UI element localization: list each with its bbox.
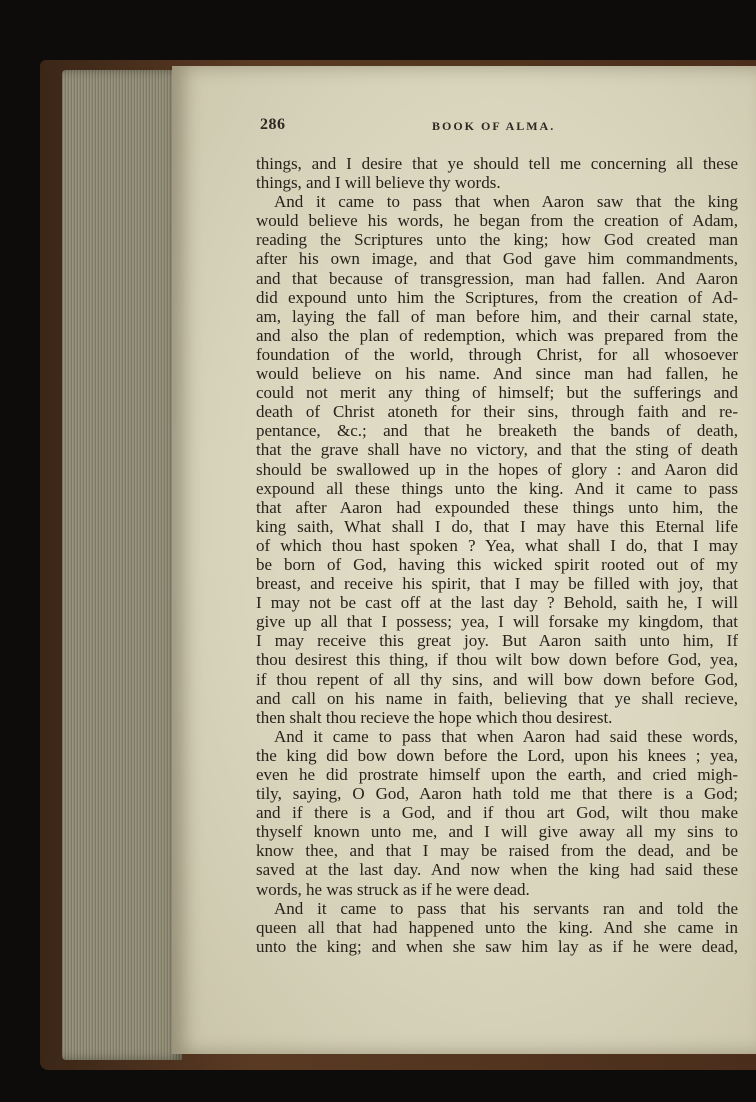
text-line: I may receive this great joy. But Aaron saith unto him, If [256,631,738,651]
text-line: that the grave shall have no victory, and that the sting of death [256,440,738,460]
text-line: things, and I will believe thy words. [256,173,501,193]
text-line: pentance, &c.; and that he breaketh the bands of death, [256,421,738,441]
text-line: breast, and receive his spirit, that I may be filled with joy, that [256,574,738,594]
text-line: things, and I desire that ye should tell me concerning all these [256,154,738,173]
text-line: expound all these things unto the king. And it came to pass [256,478,738,498]
text-line: I may not be cast off at the last day ? Behold, saith he, I will [256,593,738,613]
text-line: could not merit any thing of himself; but the sufferings and [256,383,738,403]
text-line: know thee, and that I may be raised from the dead, and be [256,841,738,861]
running-head: BOOK OF ALMA. [432,119,556,133]
text-line: And it came to pass that when Aaron had said these words, [274,726,738,746]
text-line: after his own image, and that God gave him commandments, [256,249,738,269]
text-line: am, laying the fall of man before him, and their carnal state, [256,306,738,326]
page-number: 286 [260,116,286,133]
text-line: words, he was struck as if he were dead. [256,879,530,899]
text-line: and call on his name in faith, believing that ye shall recieve, [256,688,738,708]
text-line: and if there is a God, and if thou art God, wilt thou make [256,803,738,823]
text-line: would believe on his name. And since man had fallen, he [256,364,738,384]
page-header [260,116,730,140]
text-line: would believe his words, he began from the creation of Adam, [256,211,738,231]
text-line: thyself known unto me, and I will give away all my sins to [256,822,738,842]
text-line: of which thou hast spoken ? Yea, what shall I do, that I may [256,535,738,555]
text-line: thou desirest this thing, if thou wilt bow down before God, yea, [256,650,738,670]
body-text [256,154,738,956]
text-line: queen all that had happened unto the king. And she came in [256,917,738,937]
text-line: then shalt thou recieve the hope which thou desirest. [256,707,613,727]
text-line: should be swallowed up in the hopes of glory : and Aaron did [256,459,738,479]
text-line: tily, saying, O God, Aaron hath told me that there is a God; [256,784,738,804]
text-line: king saith, What shall I do, that I may have this Eternal life [256,516,738,536]
text-line: did expound unto him the Scriptures, from the creation of Ad- [256,287,738,307]
text-line: unto the king; and when she saw him lay as if he were dead, [256,936,738,956]
text-line: be born of God, having this wicked spirit rooted out of my [256,554,738,574]
text-line: if thou repent of all thy sins, and will bow down before God, [256,669,738,689]
text-line: And it came to pass that when Aaron saw that the king [274,192,738,212]
text-line: foundation of the world, through Christ, for all whosoever [256,344,738,364]
text-line: give up all that I possess; yea, I will forsake my kingdom, that [256,612,738,632]
book-page [172,66,756,1054]
text-line: the king did bow down before the Lord, upon his knees ; yea, [256,745,738,765]
text-line: and also the plan of redemption, which was prepared from the [256,325,738,345]
text-line: And it came to pass that his servants ran and told the [274,898,738,918]
text-line: that after Aaron had expounded these things unto him, the [256,497,738,517]
text-line: even he did prostrate himself upon the earth, and cried migh- [256,765,738,784]
text-line: reading the Scriptures unto the king; how God created man [256,230,738,250]
text-line: death of Christ atoneth for their sins, through faith and re- [256,402,738,422]
text-line: and that because of transgression, man had fallen. And Aaron [256,268,738,288]
page-edges [62,70,182,1060]
text-line: saved at the last day. And now when the king had said these [256,860,738,880]
